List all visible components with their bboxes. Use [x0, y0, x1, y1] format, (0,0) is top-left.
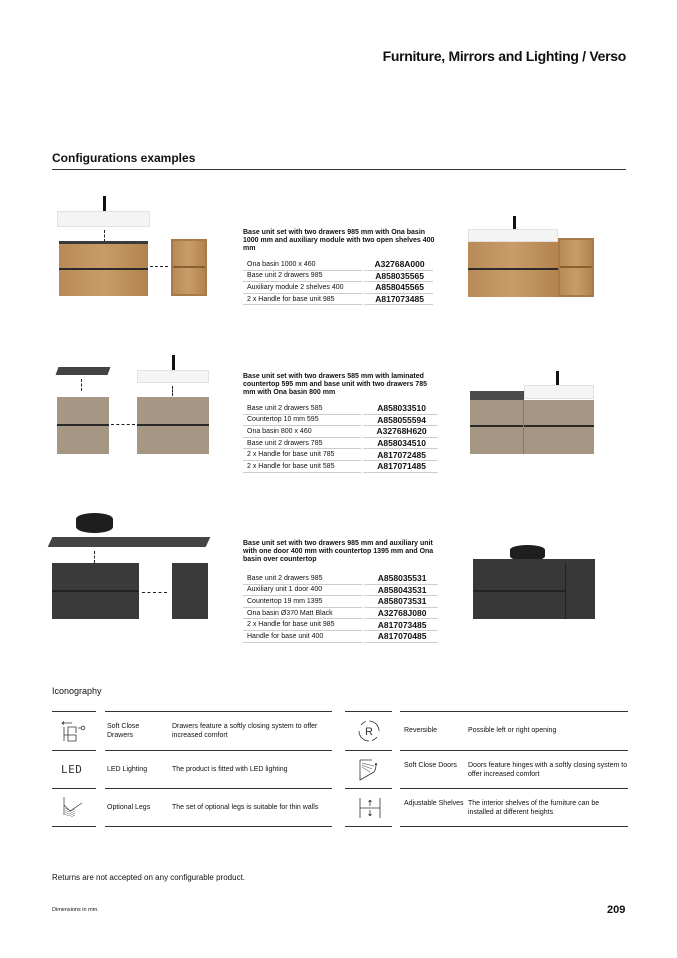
- table-row: 2 x Handle for base unit 785 A817072485: [243, 449, 438, 461]
- icon-description: The set of optional legs is suitable for thin walls: [172, 804, 319, 811]
- icon-description: Drawers feature a softly closing system to offer increased comfort: [172, 723, 318, 739]
- icon-label: Soft Close Doors: [404, 762, 457, 769]
- table-row: 2 x Handle for base unit 985 A817073485: [243, 294, 433, 306]
- optional-legs-icon: [61, 795, 85, 821]
- table-row: Base unit 2 drawers 585 A858033510: [243, 403, 438, 415]
- icon-description: Possible left or right opening: [468, 727, 557, 734]
- icon-description: Doors feature hinges with a softly closing system to offer increased comfort: [468, 762, 628, 778]
- config-2-description: Base unit set with two drawers 585 mm with laminated countertop 595 mm and base unit with two drawers 785 mm with Ona basin 800 mm: [243, 373, 427, 396]
- soft-close-doors-icon: [358, 757, 380, 783]
- table-row: Ona basin Ø370 Matt Black A32768J080: [243, 608, 438, 620]
- icon-label: LED Lighting: [107, 766, 148, 773]
- config-1-parts-table: [243, 259, 433, 305]
- returns-note: Returns are not accepted on any configurable product.: [52, 873, 246, 882]
- table-row: Countertop 10 mm 595 A858055594: [243, 415, 438, 427]
- icon-label: Soft Close Drawers: [107, 723, 140, 739]
- tap: [103, 196, 106, 212]
- table-row: Ona basin 1000 x 460 A32768A000: [243, 259, 433, 271]
- soft-close-drawers-icon: [60, 719, 86, 743]
- led-icon: LED: [61, 763, 83, 776]
- table-row: 2 x Handle for base unit 585 A817071485: [243, 461, 438, 473]
- adjustable-shelves-icon: [358, 796, 382, 820]
- config-1-description: Base unit set with two drawers 985 mm with Ona basin 1000 mm and auxiliary module with two open shelves 400 mm: [243, 229, 435, 252]
- page-title: Furniture, Mirrors and Lighting / Verso: [382, 48, 626, 64]
- table-row: Base unit 2 drawers 985 A858035565: [243, 271, 433, 283]
- section-title: Configurations examples: [52, 151, 196, 165]
- icon-description: The product is fitted with LED lighting: [172, 766, 288, 773]
- table-row: Auxiliary unit 1 door 400 A858043531: [243, 585, 438, 597]
- iconography-title: Iconography: [52, 686, 102, 696]
- table-row: Countertop 19 mm 1395 A858073531: [243, 596, 438, 608]
- table-row: Base unit 2 drawers 785 A858034510: [243, 438, 438, 450]
- reversible-icon: [357, 719, 381, 743]
- table-row: Handle for base unit 400 A817070485: [243, 631, 438, 643]
- config-3-parts-table: [243, 573, 438, 643]
- table-row: Ona basin 800 x 460 A32768H620: [243, 426, 438, 438]
- icon-label: Adjustable Shelves: [404, 800, 464, 807]
- svg-text:R: R: [365, 726, 373, 738]
- basin: [57, 211, 150, 227]
- divider: [52, 169, 626, 170]
- table-row: Auxiliary module 2 shelves 400 A858045565: [243, 282, 433, 294]
- icon-description: The interior shelves of the furniture can be installed at different heights: [468, 800, 600, 816]
- page-number: 209: [607, 904, 626, 916]
- table-row: 2 x Handle for base unit 985 A817073485: [243, 619, 438, 631]
- icon-label: Reversible: [404, 727, 438, 734]
- table-row: Base unit 2 drawers 985 A858035531: [243, 573, 438, 585]
- config-2-parts-table: [243, 403, 438, 473]
- config-3-description: Base unit set with two drawers 985 mm and auxiliary unit with one door 400 mm with countertop 1395 mm and Ona basin over countertop: [243, 540, 434, 563]
- icon-label: Optional Legs: [107, 804, 151, 811]
- base-unit: [59, 244, 148, 296]
- dimensions-note: Dimensions in mm.: [52, 907, 99, 913]
